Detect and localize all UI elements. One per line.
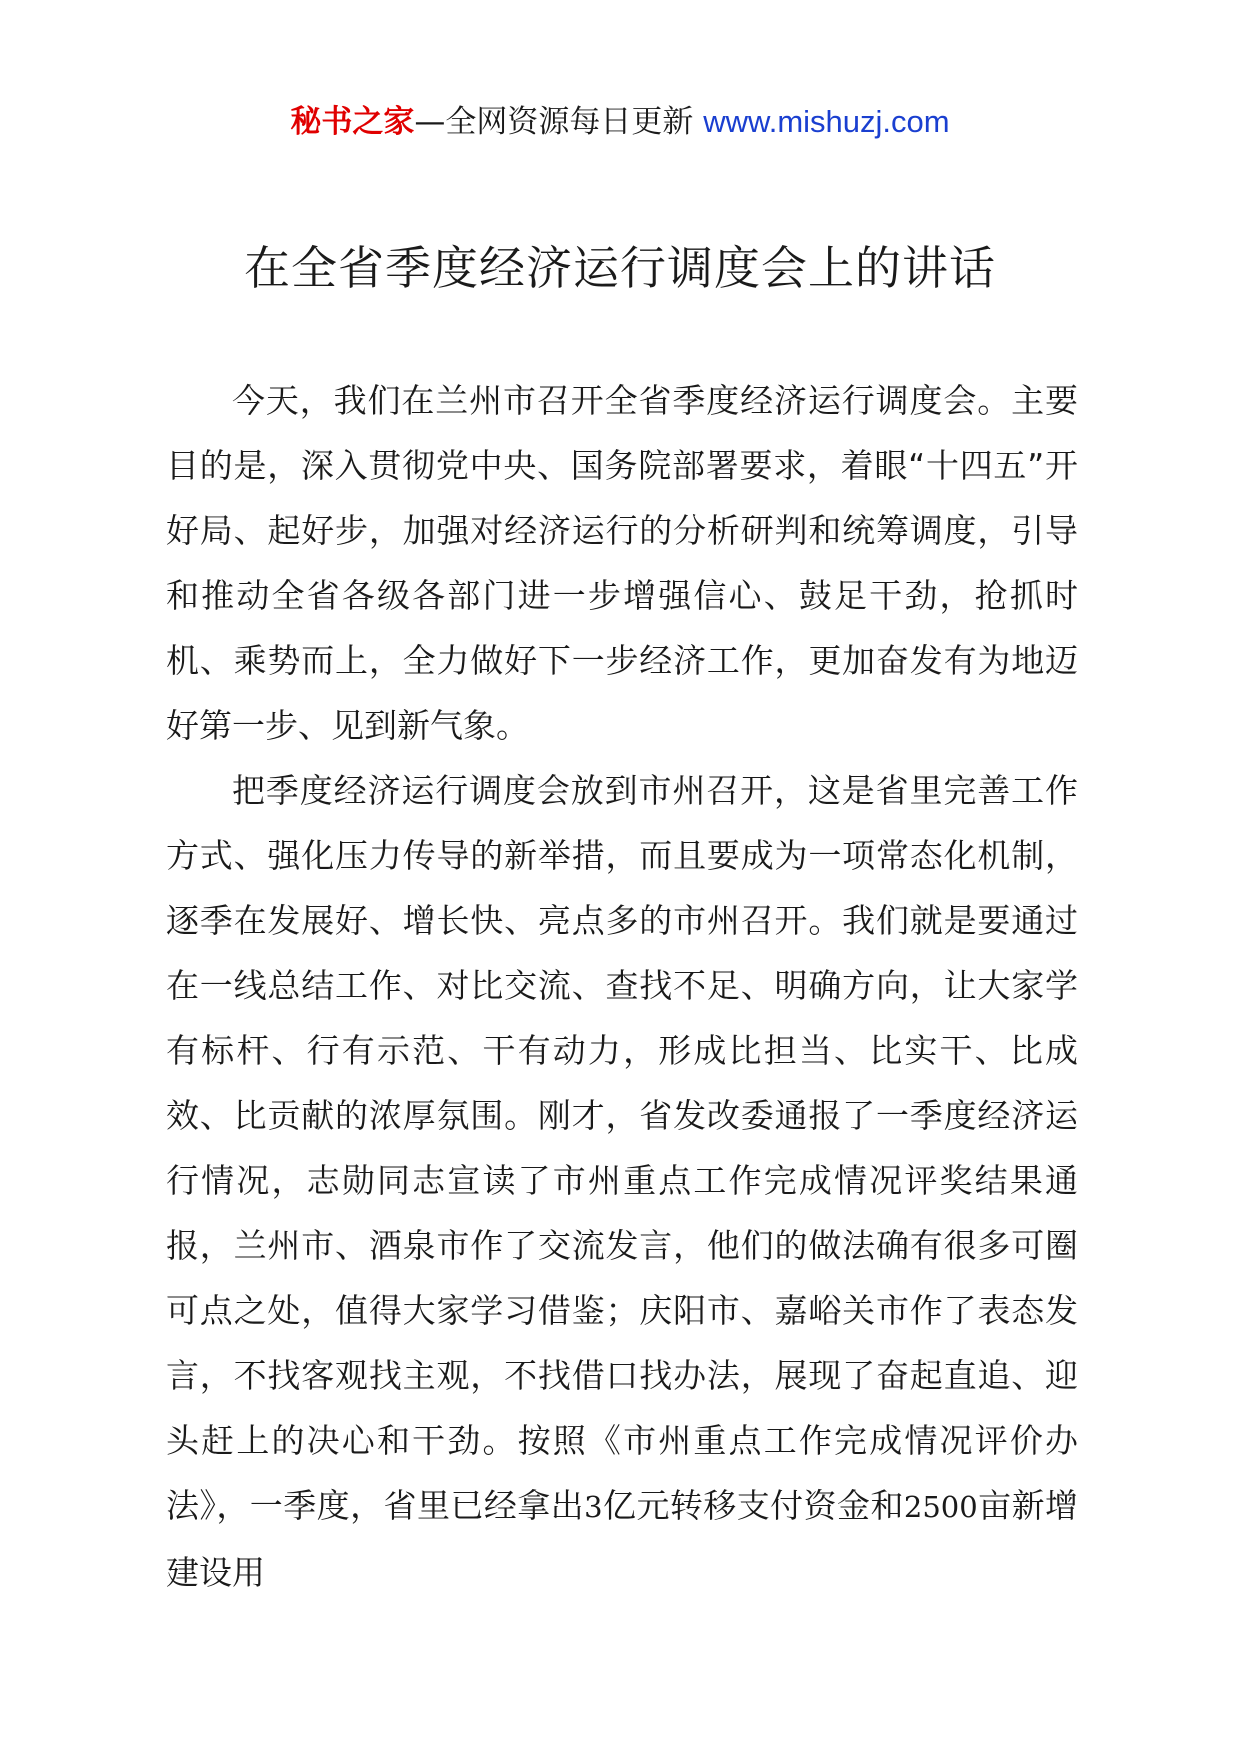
paragraph-2-text-before: 把季度经济运行调度会放到市州召开，这是省里完善工作方式、强化压力传导的新举措，而且要成为一项常态化机制，逐季在发展好、增长快、亮点多的市州召开。我们就是要通过在一线总结工作、对比交流、查找不足、明确方向，让大家学有标杆、行有示范、干有动力，形成比担当、比实干、比成效、比贡献的浓厚氛围。刚才，省发改委通报了一季度经济运行情况，志勋同志宣读了市州重点工作完成情况评奖结果通报，兰州市、酒泉市作了交流发言，他们的做法确有很多可圈可点之处，值得大家学习借鉴；庆阳市、嘉峪关市作了表态发言，不找客观找主观，不找借口找办法，展现了奋起直追、迎头赶上的决心和干劲。按照《市州重点工作完成情况评价办法》，一季度，省里已经拿出 xyxy=(166,771,1078,1525)
paragraph-2-text-after: 亩新增建设用 xyxy=(166,1486,1079,1592)
site-brand: 秘书之家 xyxy=(290,104,415,140)
amount-number-1: 3 xyxy=(584,1490,603,1524)
document-title: 在全省季度经济运行调度会上的讲话 xyxy=(244,241,996,295)
document-body xyxy=(166,368,1078,1605)
paragraph-1: 今天，我们在兰州市召开全省季度经济运行调度会。主要目的是，深入贯彻党中央、国务院部署要求，着眼“十四五”开好局、起好步，加强对经济运行的分析研判和统筹调度，引导和推动全省各级各部门进一步增强信心、鼓足干劲，抢抓时机、乘势而上，全力做好下一步经济工作，更加奋发有为地迈好第一步、见到新气象。 xyxy=(166,381,1078,745)
site-tagline: —全网资源每日更新 xyxy=(414,104,694,140)
amount-number-2: 2500 xyxy=(903,1490,978,1524)
site-header xyxy=(0,100,1240,144)
paragraph-2 xyxy=(166,758,1078,1605)
site-url-link[interactable]: www.mishuzj.com xyxy=(703,104,950,139)
paragraph-2-text-mid: 亿元转移支付资金和 xyxy=(602,1486,904,1525)
